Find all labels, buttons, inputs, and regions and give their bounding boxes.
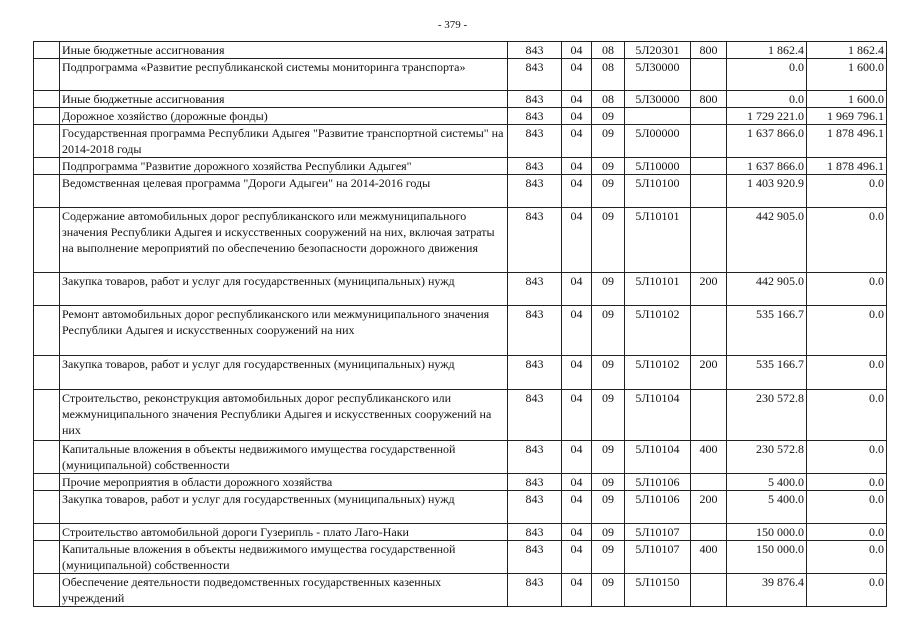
row-blank-cell [34, 125, 60, 158]
row-amount-2-cell: 0.0 [807, 474, 887, 491]
row-code-cell: 843 [508, 524, 562, 541]
row-type-cell: 400 [691, 541, 727, 574]
row-type-cell [691, 390, 727, 441]
row-amount-2-cell: 0.0 [807, 306, 887, 356]
row-program-cell: 5Л10106 [625, 491, 691, 524]
row-amount-2-cell: 1 862.4 [807, 42, 887, 59]
table-row [34, 125, 887, 158]
row-name-cell: Обеспечение деятельности подведомственных государственных казенных учреждений [60, 574, 508, 607]
table-row [34, 175, 887, 208]
row-subsection-cell: 08 [592, 42, 625, 59]
table-row [34, 474, 887, 491]
row-section-cell: 04 [562, 59, 592, 91]
row-name-cell: Закупка товаров, работ и услуг для государственных (муниципальных) нужд [60, 491, 508, 524]
row-subsection-cell: 09 [592, 441, 625, 474]
row-name-cell: Иные бюджетные ассигнования [60, 42, 508, 59]
row-program-cell [625, 108, 691, 125]
row-amount-2-cell: 0.0 [807, 390, 887, 441]
row-type-cell [691, 306, 727, 356]
row-subsection-cell: 09 [592, 306, 625, 356]
row-name-cell: Закупка товаров, работ и услуг для государственных (муниципальных) нужд [60, 273, 508, 306]
row-code-cell: 843 [508, 441, 562, 474]
row-type-cell: 200 [691, 356, 727, 390]
row-type-cell [691, 125, 727, 158]
row-amount-1-cell: 150 000.0 [727, 524, 807, 541]
row-program-cell: 5Л10101 [625, 208, 691, 273]
row-section-cell: 04 [562, 175, 592, 208]
table-row [34, 59, 887, 91]
table-row [34, 208, 887, 273]
row-name-cell: Капитальные вложения в объекты недвижимого имущества государственной (муниципальной) собственности [60, 541, 508, 574]
row-name-cell: Иные бюджетные ассигнования [60, 91, 508, 108]
row-blank-cell [34, 273, 60, 306]
row-subsection-cell: 08 [592, 59, 625, 91]
row-amount-1-cell: 0.0 [727, 59, 807, 91]
row-amount-1-cell: 1 637 866.0 [727, 158, 807, 175]
row-name-cell: Подпрограмма "Развитие дорожного хозяйства Республики Адыгея" [60, 158, 508, 175]
row-type-cell [691, 175, 727, 208]
row-blank-cell [34, 59, 60, 91]
row-code-cell: 843 [508, 390, 562, 441]
row-code-cell: 843 [508, 158, 562, 175]
row-name-cell: Капитальные вложения в объекты недвижимого имущества государственной (муниципальной) собственности [60, 441, 508, 474]
row-program-cell: 5Л30000 [625, 59, 691, 91]
table-row [34, 491, 887, 524]
table-row [34, 441, 887, 474]
row-code-cell: 843 [508, 474, 562, 491]
table-row [34, 158, 887, 175]
row-type-cell: 800 [691, 42, 727, 59]
row-type-cell: 200 [691, 491, 727, 524]
row-code-cell: 843 [508, 175, 562, 208]
row-blank-cell [34, 441, 60, 474]
row-section-cell: 04 [562, 356, 592, 390]
row-amount-1-cell: 1 637 866.0 [727, 125, 807, 158]
table-row [34, 306, 887, 356]
row-type-cell [691, 524, 727, 541]
row-type-cell [691, 574, 727, 607]
table-row [34, 91, 887, 108]
row-code-cell: 843 [508, 574, 562, 607]
row-blank-cell [34, 306, 60, 356]
row-amount-2-cell: 1 600.0 [807, 59, 887, 91]
row-amount-2-cell: 1 600.0 [807, 91, 887, 108]
row-subsection-cell: 09 [592, 175, 625, 208]
row-section-cell: 04 [562, 306, 592, 356]
row-name-cell: Строительство автомобильной дороги Гузерипль - плато Лаго-Наки [60, 524, 508, 541]
row-subsection-cell: 09 [592, 356, 625, 390]
table-row [34, 42, 887, 59]
row-type-cell: 400 [691, 441, 727, 474]
row-amount-1-cell: 150 000.0 [727, 541, 807, 574]
row-amount-1-cell: 535 166.7 [727, 356, 807, 390]
row-name-cell: Ведомственная целевая программа "Дороги Адыгеи" на 2014-2016 годы [60, 175, 508, 208]
row-subsection-cell: 08 [592, 91, 625, 108]
row-name-cell: Государственная программа Республики Адыгея "Развитие транспортной системы" на 2014-2018 годы [60, 125, 508, 158]
row-amount-2-cell: 0.0 [807, 541, 887, 574]
row-amount-1-cell: 1 403 920.9 [727, 175, 807, 208]
table-row [34, 390, 887, 441]
row-program-cell: 5Л30000 [625, 91, 691, 108]
row-code-cell: 843 [508, 306, 562, 356]
row-code-cell: 843 [508, 541, 562, 574]
row-code-cell: 843 [508, 356, 562, 390]
row-subsection-cell: 09 [592, 491, 625, 524]
row-section-cell: 04 [562, 524, 592, 541]
row-section-cell: 04 [562, 208, 592, 273]
row-subsection-cell: 09 [592, 273, 625, 306]
row-program-cell: 5Л10102 [625, 306, 691, 356]
row-blank-cell [34, 491, 60, 524]
row-subsection-cell: 09 [592, 125, 625, 158]
row-type-cell [691, 158, 727, 175]
row-code-cell: 843 [508, 108, 562, 125]
row-amount-1-cell: 535 166.7 [727, 306, 807, 356]
row-blank-cell [34, 42, 60, 59]
row-program-cell: 5Л10104 [625, 390, 691, 441]
row-subsection-cell: 09 [592, 108, 625, 125]
row-amount-1-cell: 442 905.0 [727, 273, 807, 306]
table-row [34, 273, 887, 306]
row-section-cell: 04 [562, 541, 592, 574]
row-amount-1-cell: 442 905.0 [727, 208, 807, 273]
table-row [34, 524, 887, 541]
row-amount-2-cell: 0.0 [807, 208, 887, 273]
table-body [34, 42, 887, 607]
page-number: - 379 - [437, 19, 468, 31]
row-type-cell [691, 59, 727, 91]
row-program-cell: 5Л00000 [625, 125, 691, 158]
row-name-cell: Дорожное хозяйство (дорожные фонды) [60, 108, 508, 125]
row-type-cell [691, 474, 727, 491]
row-type-cell [691, 208, 727, 273]
row-subsection-cell: 09 [592, 524, 625, 541]
row-amount-1-cell: 230 572.8 [727, 390, 807, 441]
row-amount-1-cell: 5 400.0 [727, 491, 807, 524]
table-row [34, 356, 887, 390]
row-amount-2-cell: 1 878 496.1 [807, 125, 887, 158]
row-code-cell: 843 [508, 42, 562, 59]
row-amount-1-cell: 39 876.4 [727, 574, 807, 607]
row-subsection-cell: 09 [592, 208, 625, 273]
row-blank-cell [34, 356, 60, 390]
row-section-cell: 04 [562, 491, 592, 524]
row-type-cell [691, 108, 727, 125]
row-amount-2-cell: 0.0 [807, 273, 887, 306]
row-section-cell: 04 [562, 574, 592, 607]
row-subsection-cell: 09 [592, 574, 625, 607]
row-amount-1-cell: 1 729 221.0 [727, 108, 807, 125]
row-amount-2-cell: 0.0 [807, 441, 887, 474]
row-name-cell: Подпрограмма «Развитие республиканской системы мониторинга транспорта» [60, 59, 508, 91]
row-code-cell: 843 [508, 491, 562, 524]
row-code-cell: 843 [508, 91, 562, 108]
row-amount-2-cell: 1 969 796.1 [807, 108, 887, 125]
row-program-cell: 5Л10107 [625, 541, 691, 574]
row-blank-cell [34, 158, 60, 175]
row-blank-cell [34, 175, 60, 208]
row-program-cell: 5Л10106 [625, 474, 691, 491]
row-amount-2-cell: 1 878 496.1 [807, 158, 887, 175]
row-program-cell: 5Л20301 [625, 42, 691, 59]
row-subsection-cell: 09 [592, 390, 625, 441]
row-amount-1-cell: 0.0 [727, 91, 807, 108]
row-amount-2-cell: 0.0 [807, 524, 887, 541]
row-section-cell: 04 [562, 474, 592, 491]
row-program-cell: 5Л10104 [625, 441, 691, 474]
row-amount-2-cell: 0.0 [807, 574, 887, 607]
row-blank-cell [34, 541, 60, 574]
row-subsection-cell: 09 [592, 541, 625, 574]
row-section-cell: 04 [562, 125, 592, 158]
row-amount-1-cell: 5 400.0 [727, 474, 807, 491]
row-blank-cell [34, 108, 60, 125]
row-section-cell: 04 [562, 390, 592, 441]
row-program-cell: 5Л10000 [625, 158, 691, 175]
row-subsection-cell: 09 [592, 474, 625, 491]
row-code-cell: 843 [508, 208, 562, 273]
row-name-cell: Закупка товаров, работ и услуг для государственных (муниципальных) нужд [60, 356, 508, 390]
table-row [34, 108, 887, 125]
row-amount-1-cell: 230 572.8 [727, 441, 807, 474]
row-blank-cell [34, 91, 60, 108]
row-subsection-cell: 09 [592, 158, 625, 175]
row-program-cell: 5Л10102 [625, 356, 691, 390]
row-section-cell: 04 [562, 273, 592, 306]
row-name-cell: Содержание автомобильных дорог республиканского или межмуниципального значения Республики Адыгея и искусственных сооружений на них, включая затраты на выполнение мероприятий по обеспечению безопасности дорожного движения [60, 208, 508, 273]
row-blank-cell [34, 524, 60, 541]
row-amount-2-cell: 0.0 [807, 175, 887, 208]
row-blank-cell [34, 208, 60, 273]
table-row [34, 574, 887, 607]
table-row [34, 541, 887, 574]
row-code-cell: 843 [508, 125, 562, 158]
row-amount-2-cell: 0.0 [807, 356, 887, 390]
budget-table [33, 41, 887, 607]
row-name-cell: Прочие мероприятия в области дорожного хозяйства [60, 474, 508, 491]
row-blank-cell [34, 390, 60, 441]
row-amount-2-cell: 0.0 [807, 491, 887, 524]
row-type-cell: 200 [691, 273, 727, 306]
row-section-cell: 04 [562, 158, 592, 175]
row-name-cell: Строительство, реконструкция автомобильных дорог республиканского или межмуниципального значения Республики Адыгея и искусственных сооружений на них [60, 390, 508, 441]
row-program-cell: 5Л10100 [625, 175, 691, 208]
row-code-cell: 843 [508, 59, 562, 91]
row-type-cell: 800 [691, 91, 727, 108]
row-name-cell: Ремонт автомобильных дорог республиканского или межмуниципального значения Республики Адыгея и искусственных сооружений на них [60, 306, 508, 356]
row-section-cell: 04 [562, 441, 592, 474]
row-section-cell: 04 [562, 91, 592, 108]
row-program-cell: 5Л10107 [625, 524, 691, 541]
row-code-cell: 843 [508, 273, 562, 306]
row-section-cell: 04 [562, 42, 592, 59]
row-program-cell: 5Л10101 [625, 273, 691, 306]
row-blank-cell [34, 474, 60, 491]
row-amount-1-cell: 1 862.4 [727, 42, 807, 59]
row-program-cell: 5Л10150 [625, 574, 691, 607]
row-section-cell: 04 [562, 108, 592, 125]
row-blank-cell [34, 574, 60, 607]
